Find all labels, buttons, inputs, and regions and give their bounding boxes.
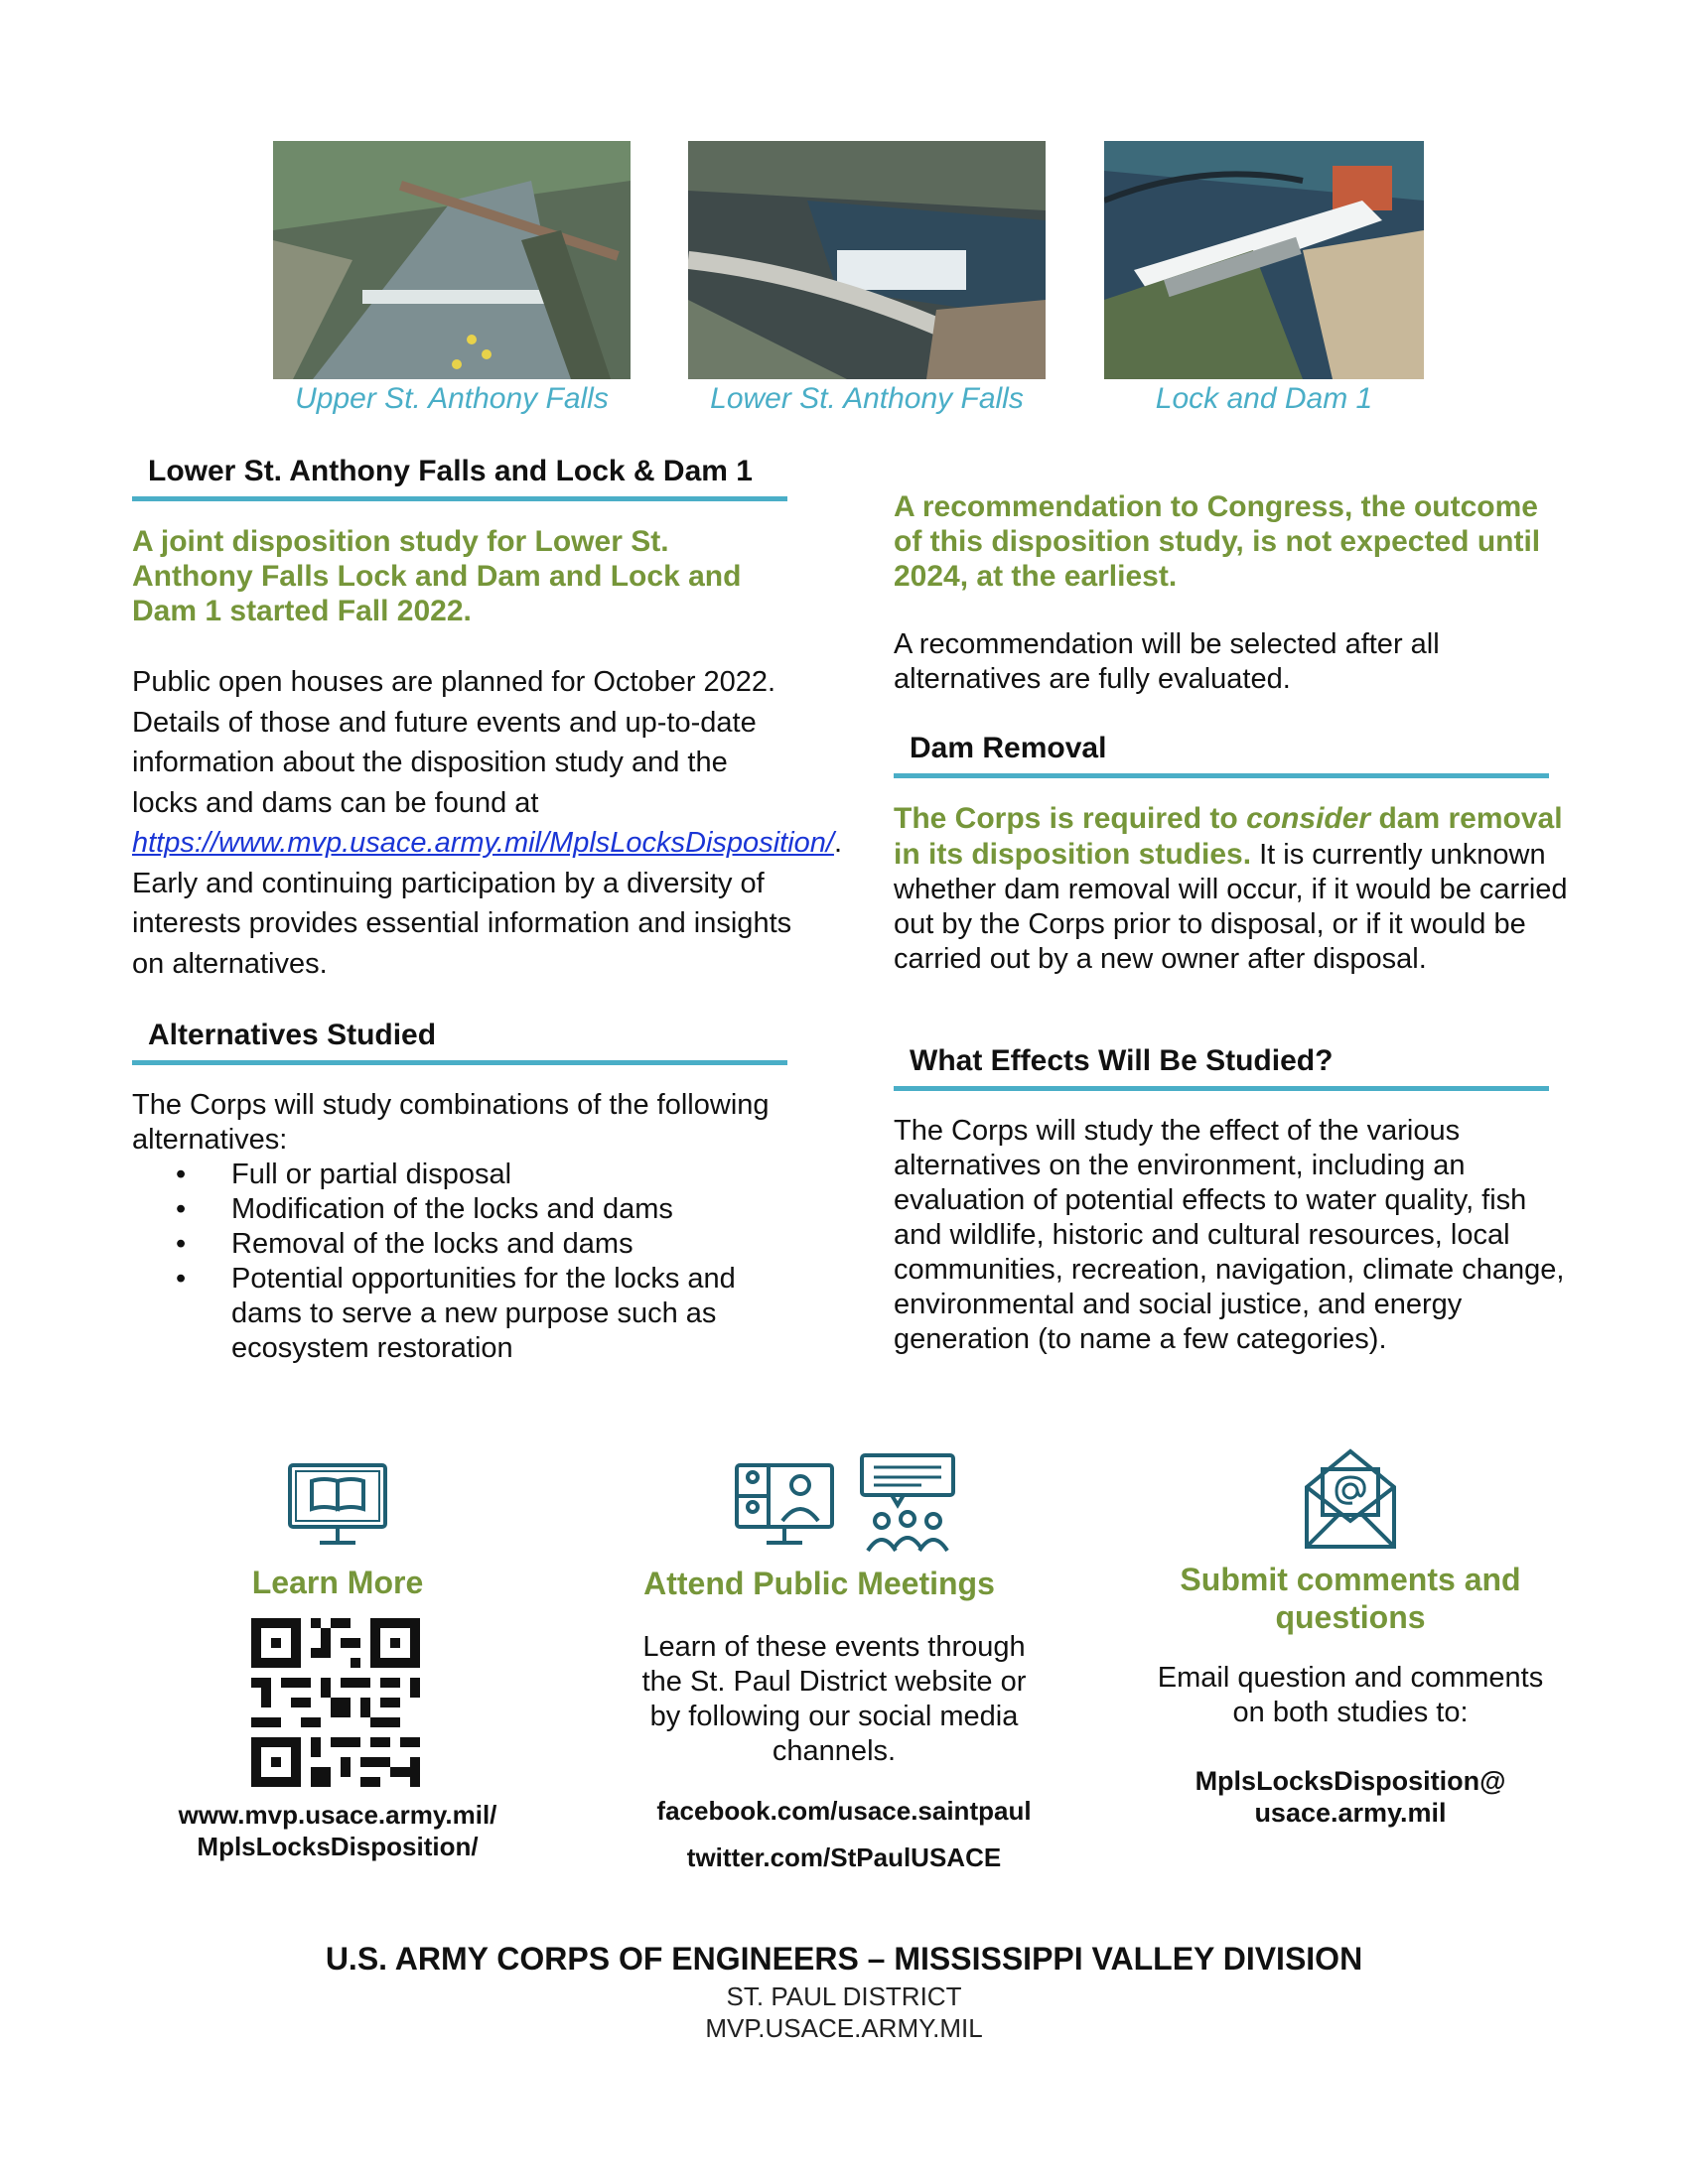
dam-lead-a: The Corps is required to: [894, 802, 1247, 835]
footer-organization: U.S. ARMY CORPS OF ENGINEERS – MISSISSIPPI VALLEY DIVISION: [325, 1941, 1363, 1977]
comments-email[interactable]: [1152, 1765, 1549, 1829]
learn-more-url[interactable]: [139, 1799, 536, 1862]
lead-joint-study: A joint disposition study for Lower St. Anthony Falls Lock and Dam and Lock and Dam 1 started Fall 2022.: [132, 525, 742, 627]
alternatives-block: [132, 1088, 787, 1366]
email-envelope-icon: [1303, 1445, 1398, 1551]
list-item: • Removal of the locks and dams: [132, 1227, 787, 1262]
alternatives-intro: The Corps will study combinations of the following alternatives:: [132, 1089, 770, 1156]
dam-lead-b: dam removal in its disposition studies.: [894, 802, 1563, 871]
para-open-houses: [132, 662, 843, 984]
para-open-houses-end: . Early and continuing participation by a diversity of interests provides essential information and insights on alternatives.: [132, 827, 843, 980]
meetings-body: Learn of these events through the St. Paul District website or by following our social media channels.: [641, 1631, 1027, 1767]
para-recommendation: A recommendation will be selected after all alternatives are fully evaluated.: [894, 628, 1440, 695]
comments-email-line2: usace.army.mil: [1254, 1798, 1447, 1828]
dam-removal-body: It is currently unknown whether dam removal will occur, if it would be carried out by the Corps prior to disposal, or if it would be carried out by a new owner after disposal.: [894, 839, 1568, 975]
dam-lead-emphasis: consider: [1246, 802, 1371, 835]
comments-email-line1: MplsLocksDisposition@: [1195, 1766, 1506, 1796]
lead-recommendation: A recommendation to Congress, the outcome of this disposition study, is not expected until 2024, at the earliest.: [894, 490, 1541, 593]
monitor-book-icon: [286, 1461, 389, 1551]
facebook-link[interactable]: facebook.com/usace.saintpaul: [656, 1796, 1032, 1826]
list-item: • Potential opportunities for the locks and dams to serve a new purpose such as ecosystem restoration: [132, 1262, 787, 1366]
video-meeting-icon: [733, 1451, 959, 1559]
caption-lockdam: Lock and Dam 1: [1155, 382, 1373, 415]
para-effects: The Corps will study the effect of the various alternatives on the environment, including an evaluation of potential effects to water quality, fish and wildlife, historic and cultural resources, local communities, recreation, navigation, climate change, environmental and social justice, and energy generation (to name a few categories).: [894, 1115, 1565, 1355]
comments-title: Submit comments and questions: [1180, 1562, 1521, 1635]
meetings-title: Attend Public Meetings: [643, 1566, 995, 1601]
disposition-link[interactable]: https://www.mvp.usace.army.mil/MplsLocksDisposition/: [132, 827, 834, 859]
twitter-link[interactable]: twitter.com/StPaulUSACE: [686, 1843, 1002, 1872]
para-open-houses-text: Public open houses are planned for October 2022. Details of those and future events and up-to-date information about the disposition study and the locks and dams can be found at: [132, 666, 776, 819]
qr-code-icon[interactable]: [251, 1618, 420, 1787]
alternatives-list: [132, 1158, 787, 1366]
footer-district: ST. PAUL DISTRICT: [726, 1981, 962, 2011]
heading-effects: What Effects Will Be Studied?: [894, 1044, 1549, 1091]
heading-lower-st-anthony: Lower St. Anthony Falls and Lock & Dam 1: [132, 455, 787, 501]
photo-lower-st-anthony-falls: [688, 141, 1046, 379]
learn-more-url-line1: www.mvp.usace.army.mil/: [178, 1800, 497, 1830]
photo-lock-and-dam-1: [1104, 141, 1424, 379]
caption-upper: Upper St. Anthony Falls: [295, 382, 609, 415]
heading-alternatives: Alternatives Studied: [132, 1019, 787, 1065]
comments-body: Email question and comments on both studies to:: [1157, 1662, 1544, 1728]
footer-site: MVP.USACE.ARMY.MIL: [705, 2013, 983, 2043]
learn-more-url-line2: MplsLocksDisposition/: [197, 1832, 479, 1861]
heading-dam-removal: Dam Removal: [894, 732, 1549, 778]
learn-more-title: Learn More: [251, 1565, 424, 1600]
photo-upper-st-anthony-falls: [273, 141, 631, 379]
para-dam-removal: [894, 801, 1569, 977]
list-item: • Modification of the locks and dams: [132, 1192, 787, 1227]
caption-lower: Lower St. Anthony Falls: [710, 382, 1024, 415]
list-item: • Full or partial disposal: [132, 1158, 787, 1192]
